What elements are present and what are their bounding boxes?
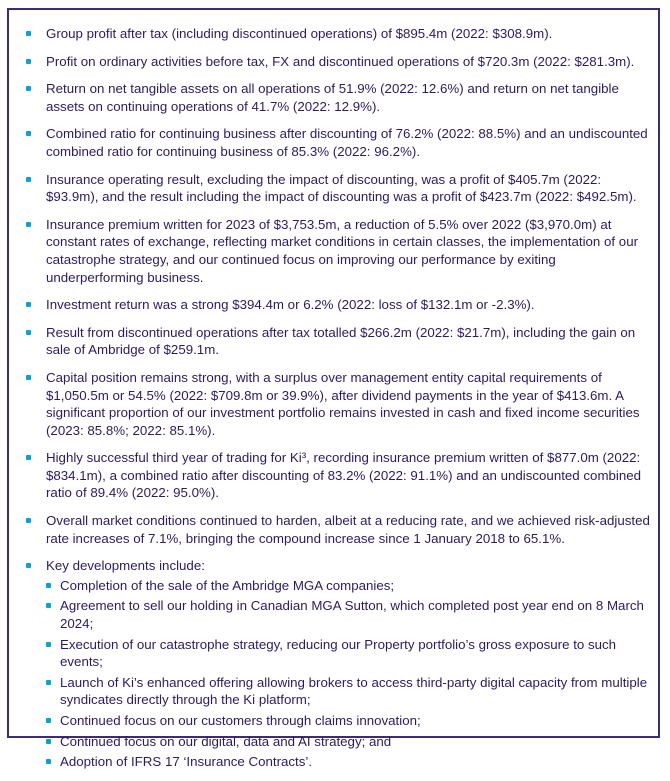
sub-list-item: [46, 636, 656, 671]
highlights-box: [7, 8, 660, 770]
sub-list-item: [46, 577, 656, 595]
key-developments-label: Key developments include:: [46, 558, 205, 574]
bullet-icon: [26, 302, 31, 307]
list-item-text: Profit on ordinary activities before tax, FX and discontinued operations of $720.3m (2022: $281.3m).: [46, 53, 635, 69]
list-item: [24, 512, 656, 547]
bullet-icon: [26, 222, 31, 227]
bullet-icon: [26, 177, 31, 182]
list-item: [24, 324, 656, 359]
sub-list-item: [46, 712, 656, 730]
bullet-icon: [26, 563, 31, 568]
sub-list-item: [46, 733, 656, 751]
bullet-icon: [26, 330, 31, 335]
sub-list-item-text: Completion of the sale of the Ambridge MGA companies;: [60, 577, 395, 593]
sub-list-item-text: Agreement to sell our holding in Canadian MGA Sutton, which completed post year end on 8 March 2024;: [60, 598, 644, 632]
key-developments-item: [24, 557, 656, 771]
list-item: [24, 296, 656, 314]
list-item-text: Capital position remains strong, with a surplus over management entity capital requirements of $1,050.5m or 54.5% (2022: $709.8m or 39.9%), after dividend payments in the year of $413.6m. A significant proportion of our investment portfolio remains invested in cash and fixed income securities (2023: 85.8%; 2022: 85.1%).: [46, 369, 640, 438]
list-item: [24, 25, 656, 43]
sub-list-item: [46, 753, 656, 771]
sub-list-item: [46, 674, 656, 709]
sub-list-item-text: Continued focus on our customers through claims innovation;: [60, 713, 421, 728]
list-item-text: Highly successful third year of trading for Ki³, recording insurance premium written of $877.0m (2022: $834.1m), a combined ratio after discounting of 83.2% (2022: 91.1%) and an undiscounted combined ratio of 89.4% (2022: 95.0%).: [46, 450, 642, 501]
list-item-text: Combined ratio for continuing business after discounting of 76.2% (2022: 88.5%) and an undiscounted combined ratio for continuing business of 85.3% (2022: 96.2%).: [46, 126, 648, 159]
list-item: [24, 53, 656, 71]
sub-list-item: [46, 597, 656, 632]
list-item-text: Insurance premium written for 2023 of $3,753.5m, a reduction of 5.5% over 2022 ($3,970.0m) at constant rates of exchange, reflecting market conditions in certain classes, the implementation of our catastrophe strategy, and our continued focus on improving our performance by exiting underperforming business.: [46, 216, 639, 285]
sub-list-item-text: Launch of Ki’s enhanced offering allowing brokers to access third-party digital capacity from multiple syndicates directly through the Ki platform;: [60, 674, 648, 708]
sub-list-item-text: Adoption of IFRS 17 ‘Insurance Contracts’.: [60, 754, 313, 770]
list-item: [24, 449, 656, 502]
sub-list-item-text: Execution of our catastrophe strategy, reducing our Property portfolio’s gross exposure to such events;: [60, 636, 617, 670]
bullet-icon: [46, 739, 51, 744]
bullet-icon: [26, 86, 31, 91]
list-item-text: Return on net tangible assets on all operations of 51.9% (2022: 12.6%) and return on net tangible assets on continuing operations of 41.7% (2022: 12.9%).: [46, 81, 619, 114]
bullet-icon: [26, 375, 31, 380]
bullet-icon: [46, 583, 51, 588]
key-developments-list: [46, 577, 656, 771]
list-item: [24, 216, 656, 286]
list-item: [24, 125, 656, 160]
bullet-icon: [26, 59, 31, 64]
list-item: [24, 171, 656, 206]
list-item-text: Result from discontinued operations after tax totalled $266.2m (2022: $21.7m), including the gain on sale of Ambridge of $259.1m.: [46, 324, 636, 358]
bullet-icon: [46, 759, 51, 764]
bullet-icon: [46, 603, 51, 608]
list-item: [24, 80, 656, 115]
list-item-text: Overall market conditions continued to harden, albeit at a reducing rate, and we achieved risk-adjusted rate increases of 7.1%, bringing the compound increase since 1 January 2018 to 65.1%.: [46, 513, 650, 546]
bullet-icon: [26, 518, 31, 523]
bullet-icon: [26, 131, 31, 136]
list-item-text: Group profit after tax (including discontinued operations) of $895.4m (2022: $308.9m).: [46, 26, 553, 41]
list-item: [24, 369, 656, 439]
sub-list-item-text: Continued focus on our digital, data and AI strategy; and: [60, 733, 392, 749]
highlights-list: [24, 25, 656, 781]
bullet-icon: [26, 455, 31, 460]
list-item-text: Insurance operating result, excluding the impact of discounting, was a profit of $405.7m (2022: $93.9m), and the result including the impact of discounting was a profit of $423.7m (2022: $492.5m).: [46, 171, 637, 205]
bullet-icon: [46, 718, 51, 723]
bullet-icon: [26, 31, 31, 36]
bullet-icon: [46, 642, 51, 647]
bullet-icon: [46, 680, 51, 685]
list-item-text: Investment return was a strong $394.4m or 6.2% (2022: loss of $132.1m or -2.3%).: [46, 297, 535, 313]
